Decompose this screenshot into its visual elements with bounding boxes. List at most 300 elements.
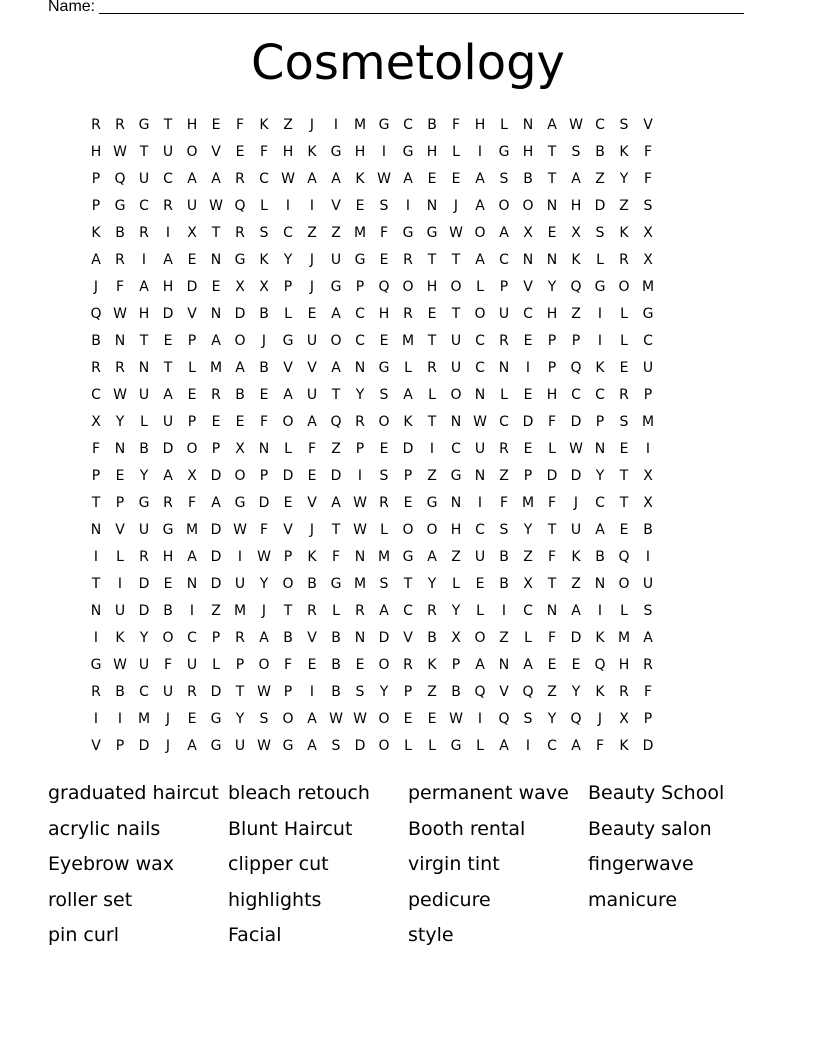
grid-letter: F xyxy=(331,549,341,565)
grid-letter: H xyxy=(522,144,534,160)
grid-letter: W xyxy=(377,171,391,187)
grid-letter: D xyxy=(282,468,294,484)
grid-letter: X xyxy=(235,441,245,457)
grid-letter: H xyxy=(450,522,462,538)
grid-letter: B xyxy=(451,684,461,700)
grid-letter: E xyxy=(163,576,173,592)
grid-letter: N xyxy=(498,657,510,673)
word-list-item: bleach retouch xyxy=(228,782,370,804)
name-field xyxy=(48,0,744,20)
grid-letter: C xyxy=(475,360,485,376)
grid-letter: J xyxy=(309,522,315,538)
grid-letter: E xyxy=(163,333,173,349)
grid-letter: F xyxy=(283,657,293,673)
grid-letter: I xyxy=(117,711,123,727)
grid-letter: E xyxy=(571,657,581,673)
grid-letter: N xyxy=(522,117,534,133)
grid-row xyxy=(84,571,660,598)
grid-letter: J xyxy=(453,198,459,214)
grid-letter: V xyxy=(91,738,101,754)
grid-letter: F xyxy=(547,414,557,430)
grid-letter: K xyxy=(571,252,581,268)
grid-letter: I xyxy=(597,306,603,322)
grid-letter: F xyxy=(307,441,317,457)
grid-letter: Z xyxy=(523,549,533,565)
grid-letter: R xyxy=(427,603,437,619)
grid-letter: Y xyxy=(595,468,605,484)
grid-letter: Y xyxy=(115,414,125,430)
grid-letter: S xyxy=(499,522,509,538)
grid-letter: J xyxy=(165,738,171,754)
grid-letter: T xyxy=(163,360,173,376)
grid-letter: J xyxy=(309,252,315,268)
grid-letter: Q xyxy=(570,711,582,727)
grid-letter: J xyxy=(165,711,171,727)
grid-letter: F xyxy=(643,684,653,700)
grid-letter: C xyxy=(547,738,557,754)
grid-letter: D xyxy=(210,576,222,592)
grid-letter: U xyxy=(450,360,462,376)
grid-letter: U xyxy=(138,171,150,187)
grid-letter: M xyxy=(209,360,223,376)
grid-letter: N xyxy=(546,603,558,619)
grid-letter: L xyxy=(404,360,412,376)
grid-letter: O xyxy=(474,306,486,322)
grid-letter: C xyxy=(595,495,605,511)
grid-letter: Z xyxy=(547,684,557,700)
grid-letter: G xyxy=(210,738,222,754)
grid-letter: P xyxy=(499,279,509,295)
grid-row xyxy=(84,112,660,139)
grid-letter: I xyxy=(477,711,483,727)
grid-letter: E xyxy=(115,468,125,484)
grid-letter: O xyxy=(378,657,390,673)
grid-letter: M xyxy=(641,414,655,430)
grid-letter: U xyxy=(498,306,510,322)
grid-letter: M xyxy=(137,711,151,727)
word-list-item: pin curl xyxy=(48,924,119,947)
grid-letter: I xyxy=(237,549,243,565)
grid-letter: R xyxy=(619,684,629,700)
grid-letter: Q xyxy=(114,171,126,187)
grid-letter: E xyxy=(307,657,317,673)
page-title: Cosmetology xyxy=(251,35,565,91)
grid-letter: B xyxy=(595,144,605,160)
grid-row xyxy=(84,706,660,733)
grid-letter: E xyxy=(427,711,437,727)
grid-letter: N xyxy=(114,333,126,349)
grid-row xyxy=(84,382,660,409)
grid-letter: N xyxy=(90,522,102,538)
grid-letter: N xyxy=(474,387,486,403)
grid-letter: V xyxy=(523,279,533,295)
grid-letter: E xyxy=(379,333,389,349)
grid-letter: W xyxy=(353,522,367,538)
grid-letter: S xyxy=(355,684,365,700)
grid-letter: J xyxy=(573,495,579,511)
grid-letter: B xyxy=(283,630,293,646)
word-list-item: acrylic nails xyxy=(48,817,161,840)
grid-letter: A xyxy=(499,225,509,241)
word-list-item: manicure xyxy=(588,888,678,911)
grid-letter: S xyxy=(379,468,389,484)
grid-letter: P xyxy=(403,684,413,700)
grid-row xyxy=(84,652,660,679)
grid-letter: C xyxy=(139,198,149,214)
grid-letter: X xyxy=(643,225,653,241)
grid-letter: S xyxy=(595,225,605,241)
grid-letter: A xyxy=(187,171,197,187)
grid-letter: Z xyxy=(427,468,437,484)
grid-letter: Q xyxy=(234,198,246,214)
grid-letter: E xyxy=(211,414,221,430)
grid-letter: S xyxy=(379,576,389,592)
grid-letter: G xyxy=(426,225,438,241)
grid-letter: O xyxy=(282,414,294,430)
grid-letter: D xyxy=(330,468,342,484)
grid-letter: S xyxy=(619,414,629,430)
grid-letter: Y xyxy=(139,630,149,646)
grid-letter: Y xyxy=(283,252,293,268)
grid-letter: L xyxy=(620,603,628,619)
grid-letter: E xyxy=(355,198,365,214)
grid-letter: G xyxy=(90,657,102,673)
grid-letter: J xyxy=(261,603,267,619)
grid-letter: B xyxy=(163,603,173,619)
grid-letter: R xyxy=(499,441,509,457)
grid-letter: O xyxy=(618,576,630,592)
grid-letter: K xyxy=(307,549,317,565)
grid-letter: U xyxy=(234,738,246,754)
grid-letter: V xyxy=(307,495,317,511)
grid-letter: H xyxy=(618,657,630,673)
grid-letter: E xyxy=(619,360,629,376)
grid-letter: E xyxy=(523,387,533,403)
grid-letter: I xyxy=(333,117,339,133)
grid-letter: U xyxy=(474,441,486,457)
grid-letter: G xyxy=(210,711,222,727)
grid-letter: T xyxy=(163,117,173,133)
grid-letter: I xyxy=(189,603,195,619)
grid-letter: W xyxy=(257,549,271,565)
grid-letter: X xyxy=(643,468,653,484)
grid-letter: L xyxy=(212,657,220,673)
word-list xyxy=(48,776,768,954)
word-list-item: Booth rental xyxy=(408,817,526,840)
grid-letter: O xyxy=(498,198,510,214)
grid-letter: V xyxy=(499,684,509,700)
word-search-grid xyxy=(84,112,660,760)
grid-letter: E xyxy=(355,657,365,673)
grid-letter: X xyxy=(643,495,653,511)
grid-letter: U xyxy=(474,549,486,565)
grid-letter: K xyxy=(619,144,629,160)
grid-letter: Z xyxy=(211,603,221,619)
grid-letter: C xyxy=(355,306,365,322)
grid-letter: K xyxy=(355,171,365,187)
grid-letter: G xyxy=(234,252,246,268)
grid-letter: I xyxy=(93,711,99,727)
grid-letter: S xyxy=(379,198,389,214)
grid-letter: U xyxy=(570,522,582,538)
grid-letter: L xyxy=(260,198,268,214)
grid-letter: F xyxy=(643,144,653,160)
grid-letter: G xyxy=(354,252,366,268)
grid-letter: G xyxy=(330,576,342,592)
grid-letter: R xyxy=(163,495,173,511)
grid-letter: B xyxy=(595,549,605,565)
grid-letter: D xyxy=(570,414,582,430)
grid-letter: W xyxy=(233,522,247,538)
grid-letter: B xyxy=(499,576,509,592)
grid-letter: A xyxy=(331,495,341,511)
grid-letter: K xyxy=(595,360,605,376)
grid-row xyxy=(84,220,660,247)
grid-letter: N xyxy=(594,441,606,457)
grid-letter: V xyxy=(283,360,293,376)
grid-letter: X xyxy=(523,225,533,241)
grid-letter: I xyxy=(117,576,123,592)
grid-letter: O xyxy=(258,657,270,673)
grid-letter: E xyxy=(403,711,413,727)
grid-letter: T xyxy=(331,387,341,403)
grid-row xyxy=(84,598,660,625)
grid-letter: R xyxy=(115,117,125,133)
grid-letter: T xyxy=(547,576,557,592)
grid-letter: D xyxy=(402,441,414,457)
grid-letter: Z xyxy=(307,225,317,241)
grid-letter: B xyxy=(499,549,509,565)
grid-letter: S xyxy=(643,603,653,619)
grid-letter: G xyxy=(450,468,462,484)
grid-letter: A xyxy=(187,549,197,565)
grid-letter: T xyxy=(403,576,413,592)
grid-letter: C xyxy=(571,387,581,403)
grid-letter: O xyxy=(378,414,390,430)
grid-letter: P xyxy=(115,738,125,754)
grid-letter: G xyxy=(378,117,390,133)
grid-letter: E xyxy=(547,225,557,241)
grid-letter: H xyxy=(138,306,150,322)
grid-letter: G xyxy=(138,495,150,511)
grid-letter: R xyxy=(427,360,437,376)
grid-letter: G xyxy=(402,549,414,565)
grid-letter: Q xyxy=(522,684,534,700)
grid-letter: N xyxy=(474,468,486,484)
word-list-item: virgin tint xyxy=(408,853,500,876)
grid-letter: H xyxy=(282,144,294,160)
grid-letter: L xyxy=(596,252,604,268)
grid-letter: A xyxy=(475,198,485,214)
grid-letter: F xyxy=(187,495,197,511)
grid-letter: V xyxy=(643,117,653,133)
word-list-item: Beauty School xyxy=(588,782,725,804)
grid-letter: T xyxy=(451,252,461,268)
grid-letter: I xyxy=(93,630,99,646)
grid-letter: T xyxy=(547,144,557,160)
grid-letter: E xyxy=(307,306,317,322)
grid-letter: W xyxy=(113,306,127,322)
grid-letter: H xyxy=(546,306,558,322)
grid-letter: T xyxy=(91,495,101,511)
grid-letter: E xyxy=(619,441,629,457)
grid-letter: R xyxy=(355,414,365,430)
grid-letter: B xyxy=(643,522,653,538)
grid-letter: O xyxy=(474,630,486,646)
grid-letter: O xyxy=(474,225,486,241)
grid-letter: R xyxy=(115,360,125,376)
grid-letter: N xyxy=(450,495,462,511)
grid-letter: D xyxy=(522,414,534,430)
grid-letter: A xyxy=(139,279,149,295)
grid-letter: X xyxy=(619,711,629,727)
grid-letter: Z xyxy=(331,441,341,457)
grid-letter: W xyxy=(113,387,127,403)
grid-letter: M xyxy=(377,549,391,565)
grid-letter: A xyxy=(283,387,293,403)
grid-letter: P xyxy=(187,414,197,430)
grid-letter: B xyxy=(331,684,341,700)
grid-letter: J xyxy=(597,711,603,727)
grid-letter: F xyxy=(547,549,557,565)
grid-letter: R xyxy=(619,387,629,403)
grid-letter: T xyxy=(619,495,629,511)
grid-letter: W xyxy=(473,414,487,430)
grid-letter: F xyxy=(163,657,173,673)
grid-letter: P xyxy=(643,387,653,403)
grid-letter: D xyxy=(258,495,270,511)
grid-letter: O xyxy=(330,333,342,349)
grid-letter: P xyxy=(595,414,605,430)
grid-letter: K xyxy=(595,684,605,700)
grid-letter: K xyxy=(595,630,605,646)
grid-letter: M xyxy=(233,603,247,619)
grid-letter: S xyxy=(523,711,533,727)
grid-letter: B xyxy=(259,306,269,322)
grid-row xyxy=(84,247,660,274)
grid-letter: A xyxy=(307,711,317,727)
grid-letter: Z xyxy=(331,225,341,241)
grid-letter: L xyxy=(452,144,460,160)
grid-letter: O xyxy=(234,468,246,484)
grid-letter: L xyxy=(452,576,460,592)
grid-letter: V xyxy=(403,630,413,646)
word-list-item: Beauty salon xyxy=(588,817,712,840)
grid-letter: L xyxy=(116,549,124,565)
grid-letter: L xyxy=(404,738,412,754)
grid-row xyxy=(84,463,660,490)
grid-letter: R xyxy=(187,684,197,700)
name-line[interactable] xyxy=(99,0,744,14)
grid-letter: Z xyxy=(499,630,509,646)
grid-letter: U xyxy=(642,360,654,376)
grid-letter: I xyxy=(525,738,531,754)
grid-letter: W xyxy=(449,711,463,727)
grid-letter: M xyxy=(521,495,535,511)
grid-letter: T xyxy=(283,603,293,619)
grid-letter: I xyxy=(381,144,387,160)
grid-letter: E xyxy=(427,171,437,187)
grid-letter: K xyxy=(403,414,413,430)
grid-letter: E xyxy=(619,522,629,538)
grid-letter: P xyxy=(643,711,653,727)
grid-letter: H xyxy=(426,144,438,160)
grid-letter: F xyxy=(91,441,101,457)
grid-letter: N xyxy=(594,576,606,592)
grid-letter: U xyxy=(138,522,150,538)
grid-letter: O xyxy=(450,387,462,403)
grid-letter: Z xyxy=(499,468,509,484)
grid-letter: U xyxy=(138,387,150,403)
grid-letter: Q xyxy=(498,711,510,727)
grid-letter: P xyxy=(91,468,101,484)
grid-letter: A xyxy=(331,360,341,376)
grid-letter: A xyxy=(187,738,197,754)
grid-letter: B xyxy=(235,387,245,403)
grid-letter: V xyxy=(283,522,293,538)
grid-letter: N xyxy=(522,252,534,268)
grid-letter: R xyxy=(355,603,365,619)
grid-letter: E xyxy=(547,657,557,673)
grid-letter: N xyxy=(546,252,558,268)
grid-letter: L xyxy=(428,387,436,403)
grid-letter: A xyxy=(211,171,221,187)
grid-letter: I xyxy=(93,549,99,565)
grid-letter: V xyxy=(211,144,221,160)
grid-letter: C xyxy=(451,441,461,457)
grid-letter: R xyxy=(403,306,413,322)
grid-letter: P xyxy=(571,333,581,349)
grid-letter: Y xyxy=(619,171,629,187)
grid-letter: A xyxy=(163,468,173,484)
grid-letter: D xyxy=(210,684,222,700)
grid-letter: V xyxy=(307,360,317,376)
grid-letter: F xyxy=(259,414,269,430)
grid-letter: Y xyxy=(139,468,149,484)
grid-letter: T xyxy=(91,576,101,592)
grid-row xyxy=(84,517,660,544)
grid-letter: L xyxy=(476,603,484,619)
grid-letter: I xyxy=(141,252,147,268)
grid-letter: I xyxy=(477,144,483,160)
grid-letter: N xyxy=(258,441,270,457)
grid-letter: V xyxy=(115,522,125,538)
grid-letter: G xyxy=(594,279,606,295)
grid-letter: B xyxy=(427,117,437,133)
grid-letter: P xyxy=(283,549,293,565)
grid-letter: S xyxy=(259,711,269,727)
grid-letter: C xyxy=(523,603,533,619)
grid-letter: D xyxy=(594,198,606,214)
grid-letter: E xyxy=(379,441,389,457)
grid-letter: R xyxy=(235,630,245,646)
grid-letter: Y xyxy=(379,684,389,700)
grid-letter: Y xyxy=(427,576,437,592)
grid-letter: L xyxy=(476,738,484,754)
grid-row xyxy=(84,733,660,760)
grid-letter: D xyxy=(138,576,150,592)
word-list-item: Eyebrow wax xyxy=(48,853,175,876)
word-list-item: style xyxy=(408,924,454,947)
grid-letter: Y xyxy=(355,387,365,403)
grid-letter: P xyxy=(115,495,125,511)
grid-letter: C xyxy=(259,171,269,187)
grid-letter: Q xyxy=(618,549,630,565)
grid-letter: I xyxy=(645,549,651,565)
grid-letter: W xyxy=(257,738,271,754)
grid-letter: R xyxy=(91,117,101,133)
grid-letter: X xyxy=(451,630,461,646)
